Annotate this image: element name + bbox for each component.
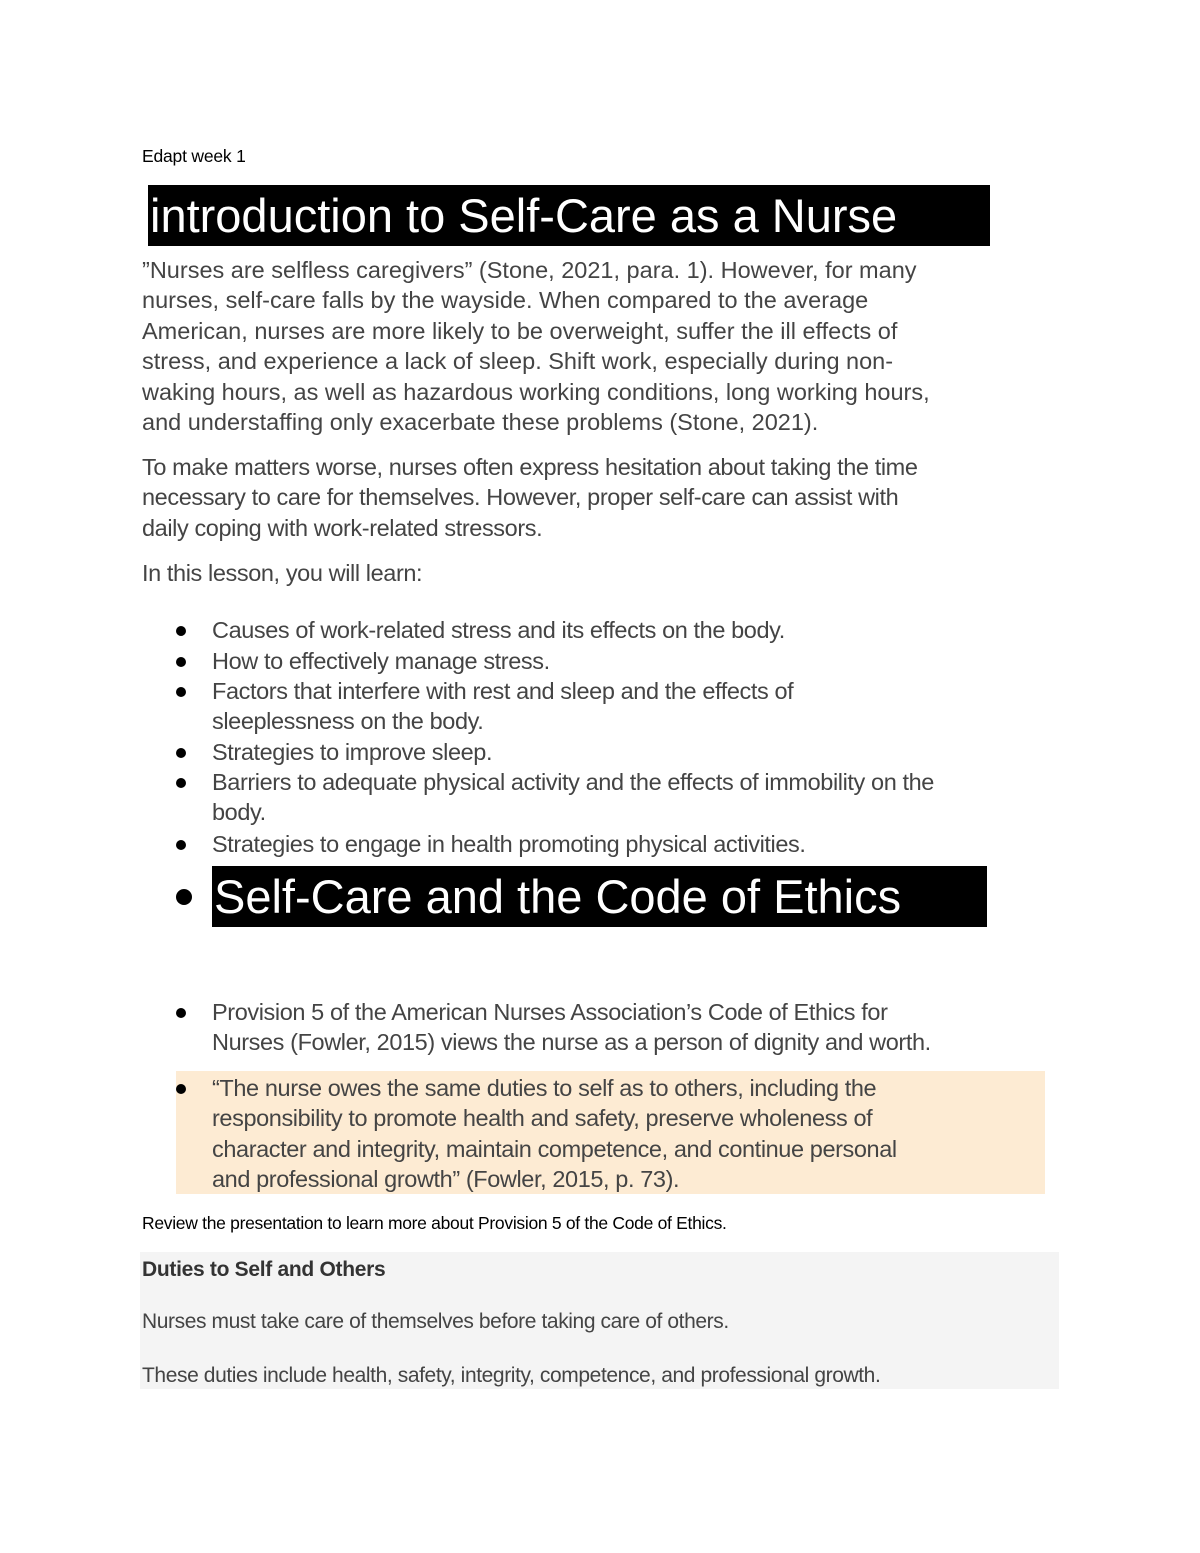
list-item-text: Strategies to improve sleep. [212,739,493,765]
text-line: American, nurses are more likely to be overweight, suffer the ill effects of [142,317,898,344]
text-line: stress, and experience a lack of sleep. Shift work, especially during non- [142,348,894,375]
section-heading: Self-Care and the Code of Ethics [212,866,987,927]
text-line: nurses, self-care falls by the wayside. When compared to the average [142,287,869,314]
intro-paragraph [142,255,1067,437]
text-line: ”Nurses are selfless caregivers” (Stone, 2021, para. 1). However, for many [142,257,917,283]
list-item-text: Causes of work-related stress and its effects on the body. [212,617,785,643]
list-item-text: sleeplessness on the body. [212,708,484,734]
week-label: Edapt week 1 [142,146,246,166]
bullet-icon [176,889,192,905]
lesson-intro-text: In this lesson, you will learn: [142,560,423,586]
text-line: daily coping with work-related stressors. [142,514,543,541]
bullet-icon [176,626,186,636]
bullet-icon [176,687,186,697]
quote-text: responsibility to promote health and safety, preserve wholeness of [212,1105,873,1131]
text-line: necessary to care for themselves. However, proper self-care can assist with [142,484,899,511]
list-item-text: Barriers to adequate physical activity and the effects of immobility on the [212,769,934,795]
bullet-icon [176,657,186,667]
list-item-text: How to effectively manage stress. [212,648,550,674]
quote-text: “The nurse owes the same duties to self as to others, including the [212,1075,877,1101]
duties-card-heading: Duties to Self and Others [142,1258,386,1281]
quote-text: character and integrity, maintain competence, and continue personal [212,1136,897,1162]
second-paragraph [142,452,1067,543]
list-item-text: Provision 5 of the American Nurses Association’s Code of Ethics for [212,999,888,1025]
list-item-text: Strategies to engage in health promoting physical activities. [212,831,806,857]
duties-card-line: These duties include health, safety, integrity, competence, and professional growth. [142,1364,881,1387]
bullet-icon [176,840,186,850]
page-title: introduction to Self-Care as a Nurse [148,185,990,246]
lesson-intro [142,558,1067,588]
bullet-icon [176,1008,186,1018]
duties-card-line: Nurses must take care of themselves before taking care of others. [142,1310,729,1333]
bullet-icon [176,778,186,788]
quote-text: and professional growth” (Fowler, 2015, p. 73). [212,1166,680,1192]
text-line: To make matters worse, nurses often express hesitation about taking the time [142,454,918,480]
review-note: Review the presentation to learn more about Provision 5 of the Code of Ethics. [142,1213,727,1233]
list-item-text: Factors that interfere with rest and sleep and the effects of [212,678,794,704]
bullet-icon [176,1084,186,1094]
list-item-text: Nurses (Fowler, 2015) views the nurse as a person of dignity and worth. [212,1029,931,1055]
text-line: and understaffing only exacerbate these problems (Stone, 2021). [142,409,819,436]
text-line: waking hours, as well as hazardous working conditions, long working hours, [142,378,930,405]
bullet-icon [176,748,186,758]
list-item-text: body. [212,799,266,825]
